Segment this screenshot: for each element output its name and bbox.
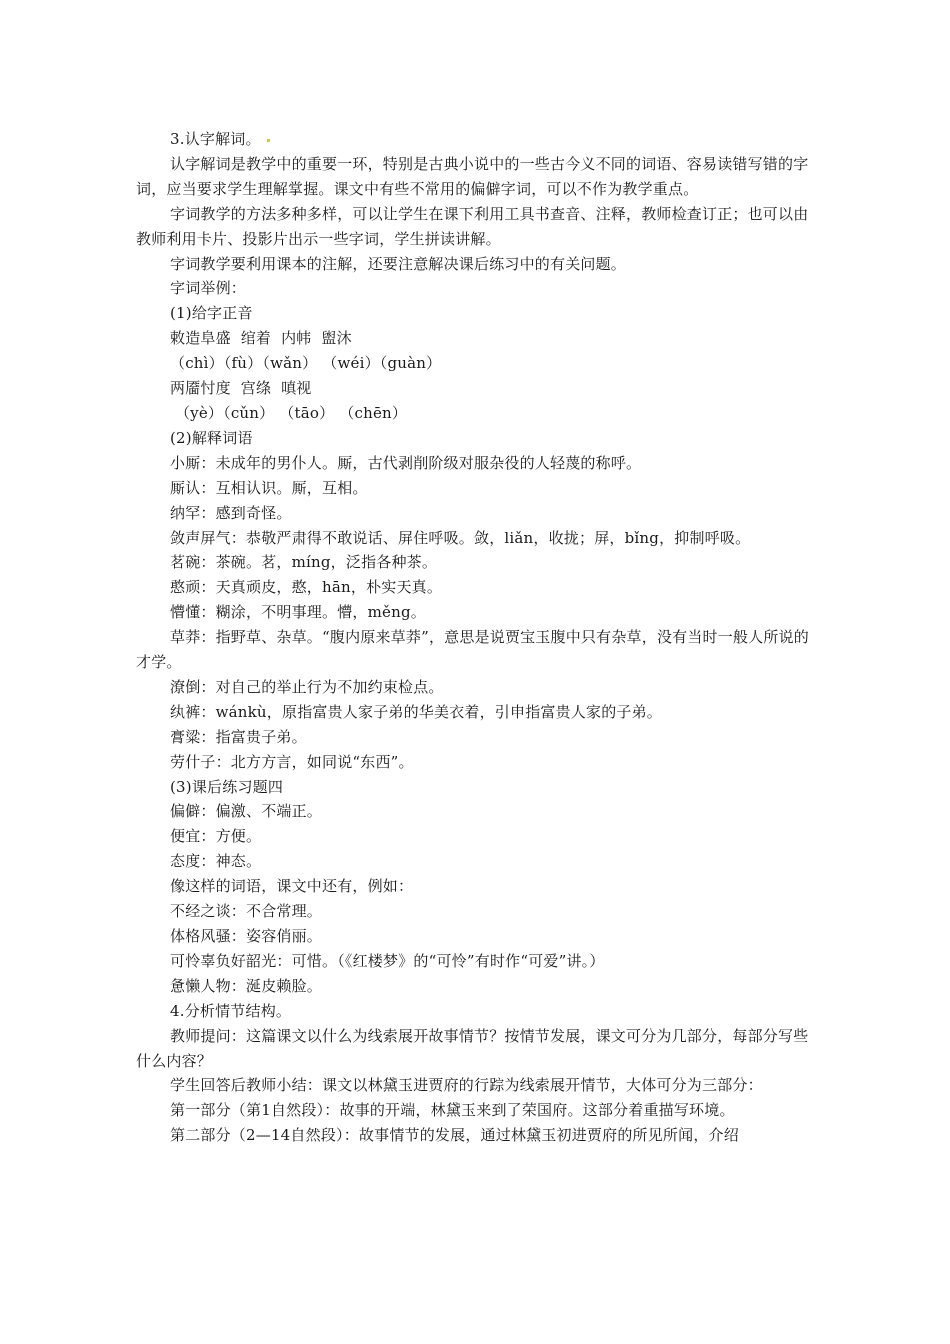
subheading: 字词举例： [170,279,247,298]
subheading: (1)给字正音 [170,304,253,323]
definition: 草莽：指野草、杂草。“腹内原来草莽”，意思是说贾宝玉腹中只有杂草，没有当时一般人所说的才学。 [136,628,809,672]
word-list: 两靥忖度 宫绦 嗔视 [170,379,312,398]
definition: 纨裤：wánkù，原指富贵人家子弟的华美衣着，引申指富贵人家的子弟。 [170,702,662,721]
definition: 劳什子：北方方言，如同说“东西”。 [170,752,414,771]
subheading: (2)解释词语 [170,428,253,447]
definition: 敛声屏气：恭敬严肃得不敢说话、屏住呼吸。敛，liǎn，收拢；屏，bǐng，抑制呼吸。 [170,528,751,547]
definition: 体格风骚：姿容俏丽。 [170,927,323,945]
subheading: (3)课后练习题四 [170,777,284,796]
definition: 纳罕：感到奇怪。 [170,503,292,522]
section-heading: 4.分析情节结构。 [170,1001,292,1020]
paragraph: 第一部分（第1自然段）：故事的开端，林黛玉来到了荣国府。这部分着重描写环境。 [170,1101,735,1120]
paragraph: 像这样的词语，课文中还有，例如： [170,877,414,896]
definition: 偏僻：偏激、不端正。 [170,802,323,821]
word-list: 敕造阜盛 绾着 内帏 盥沐 [170,329,352,348]
scan-mark [267,139,270,142]
pinyin-list: （chì）（fù）（wǎn） （wéi）（guàn） [170,354,442,373]
definition: 懵懂：糊涂，不明事理。懵，měng。 [170,603,426,622]
document-body [136,127,816,1148]
definition: 可怜辜负好韶光：可惜。（《红楼梦》的“可怜”有时作“可爱”讲。） [170,951,605,970]
paragraph: 教师提问：这篇课文以什么为线索展开故事情节？按情节发展，课文可分为几部分，每部分写些什么内容？ [136,1026,809,1070]
definition: 态度：神态。 [170,852,262,871]
paragraph: 第二部分（2—14自然段）：故事情节的发展，通过林黛玉初进贾府的所见所闻，介绍 [170,1126,739,1145]
definition: 惫懒人物：涎皮赖脸。 [170,976,323,995]
paragraph: 字词教学要利用课本的注解，还要注意解决课后练习中的有关问题。 [170,254,627,273]
definition: 潦倒：对自己的举止行为不加约束检点。 [170,677,444,696]
definition: 小厮：未成年的男仆人。厮，古代剥削阶级对服杂役的人轻蔑的称呼。 [170,453,642,472]
definition: 便宜：方便。 [170,827,262,846]
definition: 憨顽：天真顽皮，憨，hān，朴实天真。 [170,578,443,597]
definition: 茗碗：茶碗。茗，míng，泛指各种茶。 [170,553,438,572]
paragraph: 字词教学的方法多种多样，可以让学生在课下利用工具书查音、注释，教师检查订正；也可以由教师利用卡片、投影片出示一些字词，学生拼读讲解。 [136,204,809,248]
definition: 厮认：互相认识。厮，互相。 [170,478,368,497]
paragraph: 学生回答后教师小结：课文以林黛玉进贾府的行踪为线索展开情节，大体可分为三部分： [170,1076,763,1095]
pinyin-list: （yè）（cǔn） （tāo） （chēn） [170,403,408,422]
definition: 膏粱：指富贵子弟。 [170,727,307,746]
section-heading: 3.认字解词。 [136,127,816,152]
definition: 不经之谈：不合常理。 [170,902,323,921]
paragraph: 认字解词是教学中的重要一环，特别是古典小说中的一些古今义不同的词语、容易读错写错的字词，应当要求学生理解掌握。课文中有些不常用的偏僻字词，可以不作为教学重点。 [136,154,809,198]
